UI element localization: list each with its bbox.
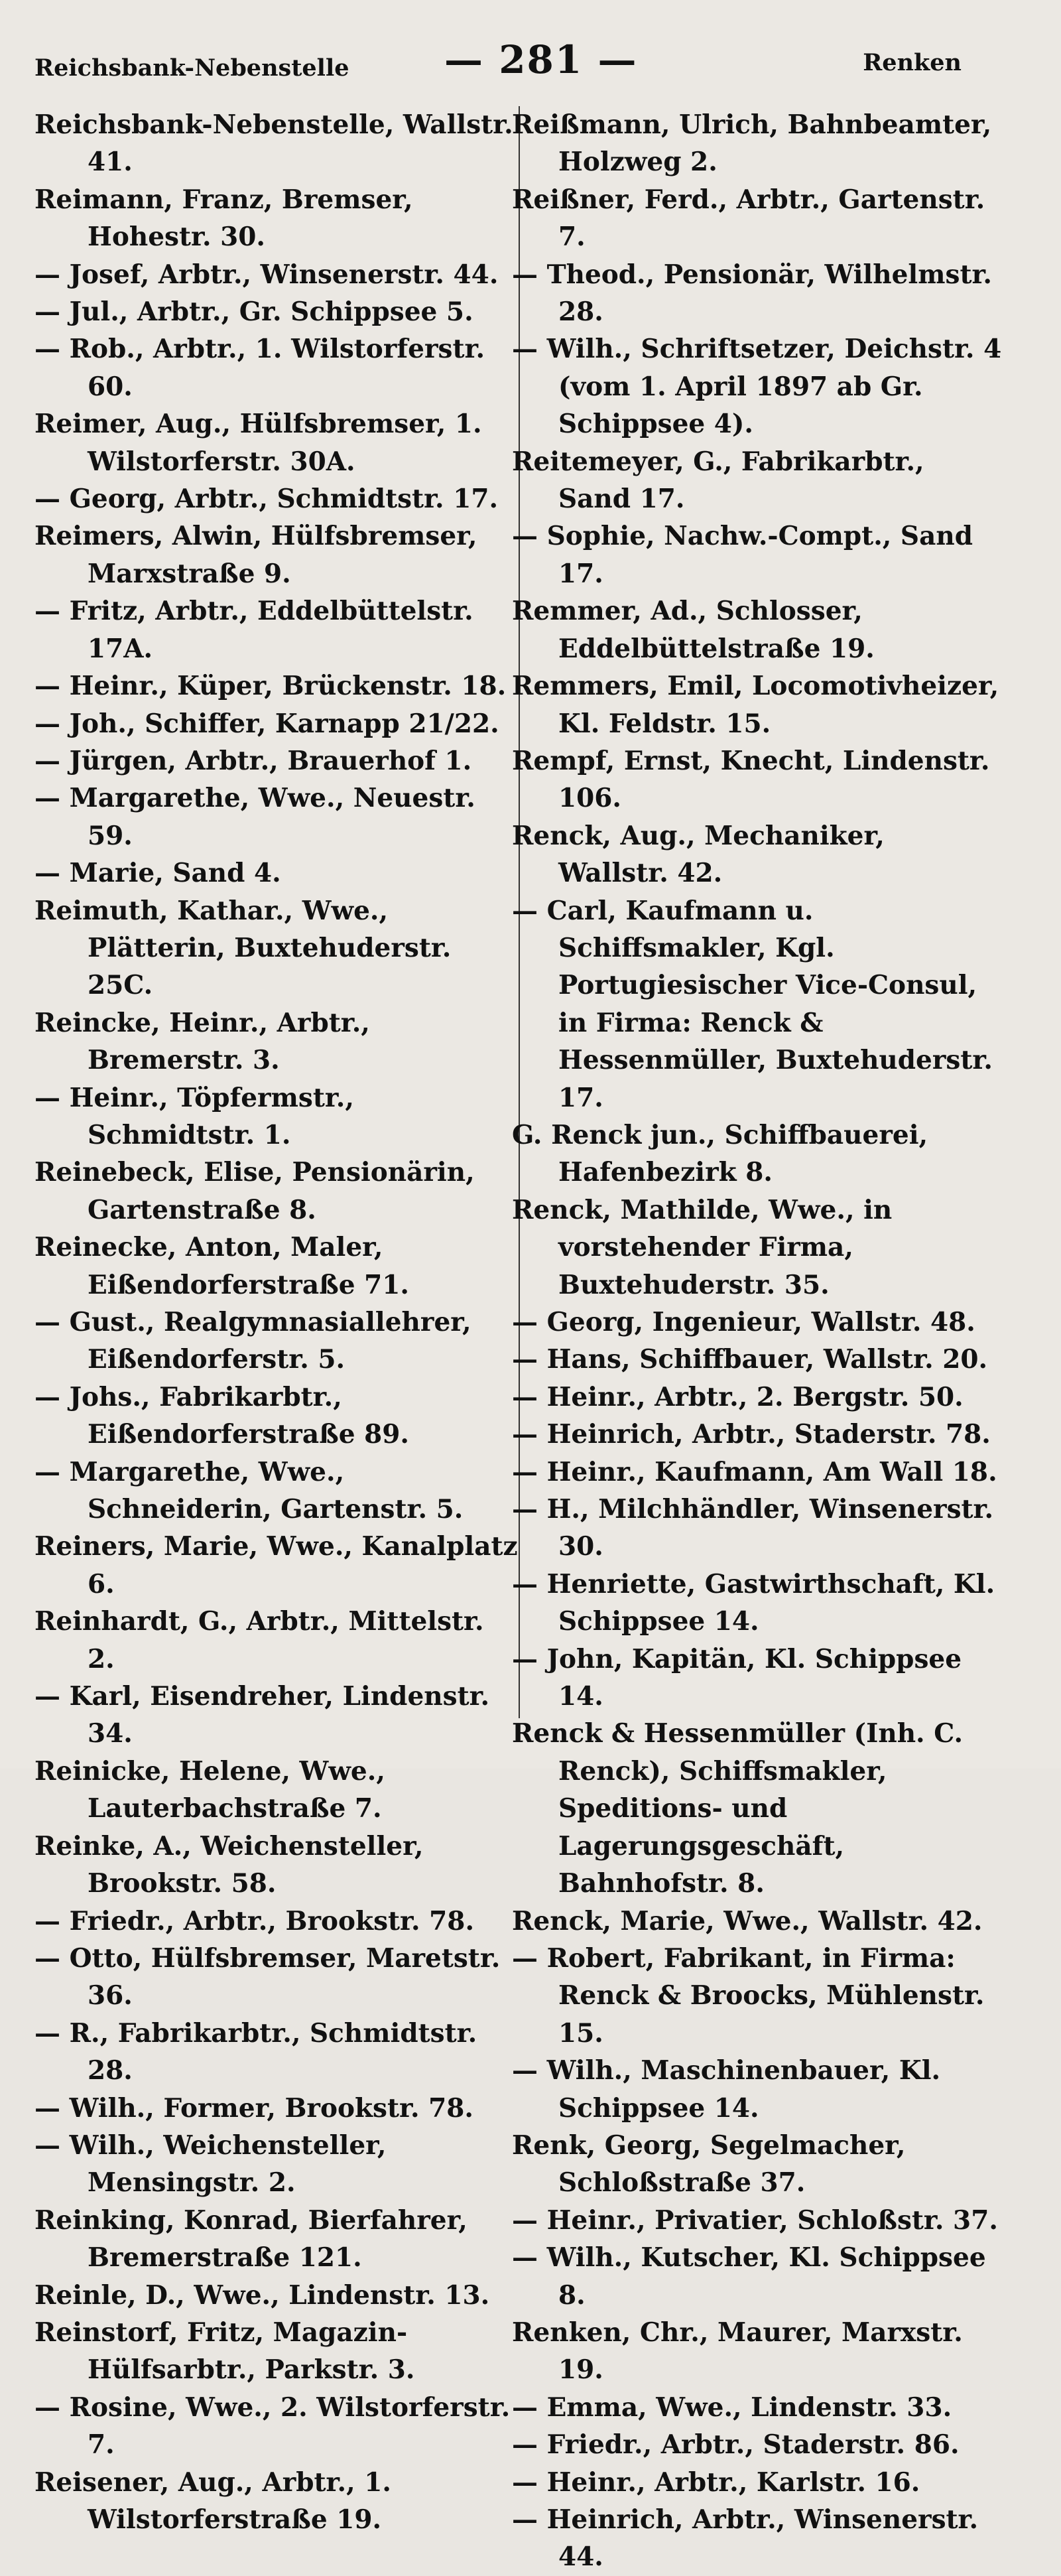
directory-entry: — Friedr., Arbtr., Staderstr. 86. xyxy=(512,2429,960,2461)
directory-entry: — Josef, Arbtr., Winsenerstr. 44. xyxy=(34,259,499,290)
directory-entry: — Heinr., Kaufmann, Am Wall 18. xyxy=(512,1456,997,1487)
directory-entry: — Hans, Schiffbauer, Wallstr. 20. xyxy=(512,1344,988,1375)
directory-entry: Reimers, Alwin, Hülfsbremser, Marxstraße 9. xyxy=(34,521,477,589)
page-number: — 281 — xyxy=(444,37,638,82)
directory-entry: — R., Fabrikarbtr., Schmidtstr. 28. xyxy=(34,2017,477,2086)
directory-entry: — Heinrich, Arbtr., Staderstr. 78. xyxy=(512,1419,991,1450)
directory-entry: — Henriette, Gastwirthschaft, Kl. Schippsee 14. xyxy=(512,1568,995,1637)
directory-entry: — Jürgen, Arbtr., Brauerhof 1. xyxy=(34,745,472,776)
directory-entry: — Heinrich, Arbtr., Winsenerstr. 44. xyxy=(512,2504,979,2573)
directory-entry: — Heinr., Privatier, Schloßstr. 37. xyxy=(512,2204,998,2236)
directory-entry: Renck, Aug., Mechaniker, Wallstr. 42. xyxy=(512,820,885,889)
directory-entry: — Emma, Wwe., Lindenstr. 33. xyxy=(512,2392,952,2423)
directory-entry: — Otto, Hülfsbremser, Maretstr. 36. xyxy=(34,1942,501,2011)
directory-entry: — Rosine, Wwe., 2. Wilstorferstr. 7. xyxy=(34,2392,511,2461)
directory-entry: Renken, Chr., Maurer, Marxstr. 19. xyxy=(512,2317,963,2386)
right-column xyxy=(512,106,1003,2573)
directory-entry: Reichsbank-Nebenstelle, Wallstr. 41. xyxy=(34,109,513,178)
directory-entry: — Carl, Kaufmann u. Schiffsmakler, Kgl. Portugiesischer Vice-Consul, in Firma: Renck & Hessenmüller, Buxtehuderstr. 17. xyxy=(512,895,993,1113)
directory-entry: Reinicke, Helene, Wwe., Lauterbachstraße 7. xyxy=(34,1755,385,1824)
directory-entry: Reimuth, Kathar., Wwe., Plätterin, Buxtehuderstr. 25C. xyxy=(34,895,452,1001)
directory-entry: — Wilh., Kutscher, Kl. Schippsee 8. xyxy=(512,2242,986,2311)
directory-entry: — Fritz, Arbtr., Eddelbüttelstr. 17A. xyxy=(34,596,473,664)
directory-entry: — Margarethe, Wwe., Schneiderin, Gartenstr. 5. xyxy=(34,1456,464,1525)
directory-entry: — Georg, Arbtr., Schmidtstr. 17. xyxy=(34,484,499,515)
directory-entry: G. Renck jun., Schiffbauerei, Hafenbezirk 8. xyxy=(512,1119,928,1188)
directory-entry: Reincke, Heinr., Arbtr., Bremerstr. 3. xyxy=(34,1007,370,1076)
directory-entry: — Rob., Arbtr., 1. Wilstorferstr. 60. xyxy=(34,334,485,402)
directory-entry: — Wilh., Schriftsetzer, Deichstr. 4 (vom 1. April 1897 ab Gr. Schippsee 4). xyxy=(512,334,1002,440)
directory-entry: Reimann, Franz, Bremser, Hohestr. 30. xyxy=(34,184,413,253)
directory-entry: — Wilh., Maschinenbauer, Kl. Schippsee 14. xyxy=(512,2055,941,2124)
directory-entry: Remmer, Ad., Schlosser, Eddelbüttelstraße 19. xyxy=(512,596,875,664)
directory-entry: Remmers, Emil, Locomotivheizer, Kl. Feldstr. 15. xyxy=(512,671,999,739)
directory-entry: — Heinr., Küper, Brückenstr. 18. xyxy=(34,671,507,702)
page-header xyxy=(0,27,1061,86)
directory-entry: Renck & Hessenmüller (Inh. C. Renck), Schiffsmakler, Speditions- und Lagerungsgeschäft, Bahnhofstr. 8. xyxy=(512,1718,964,1899)
directory-entry: — H., Milchhändler, Winsenerstr. 30. xyxy=(512,1494,994,1562)
directory-entry: Reiners, Marie, Wwe., Kanalplatz 6. xyxy=(34,1531,518,1599)
directory-entry: Reinle, D., Wwe., Lindenstr. 13. xyxy=(34,2279,490,2311)
directory-entry: — Margarethe, Wwe., Neuestr. 59. xyxy=(34,783,475,851)
directory-entry: — Jul., Arbtr., Gr. Schippsee 5. xyxy=(34,297,473,328)
directory-entry: — Gust., Realgymnasiallehrer, Eißendorferstr. 5. xyxy=(34,1307,471,1375)
directory-entry: — Heinr., Arbtr., Karlstr. 16. xyxy=(512,2467,920,2498)
directory-entry: Reinhardt, G., Arbtr., Mittelstr. 2. xyxy=(34,1606,484,1674)
directory-entry: Renck, Mathilde, Wwe., in vorstehender Firma, Buxtehuderstr. 35. xyxy=(512,1194,893,1300)
directory-entry: Reinecke, Anton, Maler, Eißendorferstraße 71. xyxy=(34,1232,409,1300)
directory-entry: Reißmann, Ulrich, Bahnbeamter, Holzweg 2. xyxy=(512,109,992,178)
directory-entry: Reinebeck, Elise, Pensionärin, Gartenstraße 8. xyxy=(34,1157,475,1225)
directory-entry: Reißner, Ferd., Arbtr., Gartenstr. 7. xyxy=(512,184,985,253)
directory-entry: — Wilh., Weichensteller, Mensingstr. 2. xyxy=(34,2130,387,2199)
directory-entry: Reinke, A., Weichensteller, Brookstr. 58. xyxy=(34,1830,424,1899)
directory-entry: — Wilh., Former, Brookstr. 78. xyxy=(34,2092,473,2124)
directory-entry: — Friedr., Arbtr., Brookstr. 78. xyxy=(34,1905,475,1936)
directory-entry: — Sophie, Nachw.-Compt., Sand 17. xyxy=(512,521,973,589)
directory-entry: — Robert, Fabrikant, in Firma: Renck & Broocks, Mühlenstr. 15. xyxy=(512,1942,985,2049)
directory-entry: — Theod., Pensionär, Wilhelmstr. 28. xyxy=(512,259,993,328)
directory-entry: Renck, Marie, Wwe., Wallstr. 42. xyxy=(512,1905,983,1936)
directory-entry: Reimer, Aug., Hülfsbremser, 1. Wilstorferstr. 30A. xyxy=(34,409,482,477)
header-left-catchword: Reichsbank-Nebenstelle xyxy=(34,54,349,82)
directory-entry: — Georg, Ingenieur, Wallstr. 48. xyxy=(512,1307,975,1337)
directory-entry: — Heinr., Arbtr., 2. Bergstr. 50. xyxy=(512,1381,964,1412)
directory-entry: — Joh., Schiffer, Karnapp 21/22. xyxy=(34,708,499,739)
directory-entry: Renk, Georg, Segelmacher, Schloßstraße 37. xyxy=(512,2130,906,2199)
directory-entry: Rempf, Ernst, Knecht, Lindenstr. 106. xyxy=(512,745,990,814)
directory-entry: Reinking, Konrad, Bierfahrer, Bremerstraße 121. xyxy=(34,2204,468,2273)
directory-entry: Reinstorf, Fritz, Magazin-Hülfsarbtr., Parkstr. 3. xyxy=(34,2317,415,2386)
directory-entry: — Karl, Eisendreher, Lindenstr. 34. xyxy=(34,1681,490,1749)
directory-entry: — Marie, Sand 4. xyxy=(34,858,281,889)
header-right-catchword: Renken xyxy=(863,49,962,76)
left-column xyxy=(34,106,519,2535)
directory-entry: — Johs., Fabrikarbtr., Eißendorferstraße 89. xyxy=(34,1381,409,1450)
directory-entry: — John, Kapitän, Kl. Schippsee 14. xyxy=(512,1643,962,1712)
directory-entry: — Heinr., Töpfermstr., Schmidtstr. 1. xyxy=(34,1082,354,1150)
directory-entry: Reitemeyer, G., Fabrikarbtr., Sand 17. xyxy=(512,446,924,515)
directory-entry: Reisener, Aug., Arbtr., 1. Wilstorferstraße 19. xyxy=(34,2467,391,2535)
